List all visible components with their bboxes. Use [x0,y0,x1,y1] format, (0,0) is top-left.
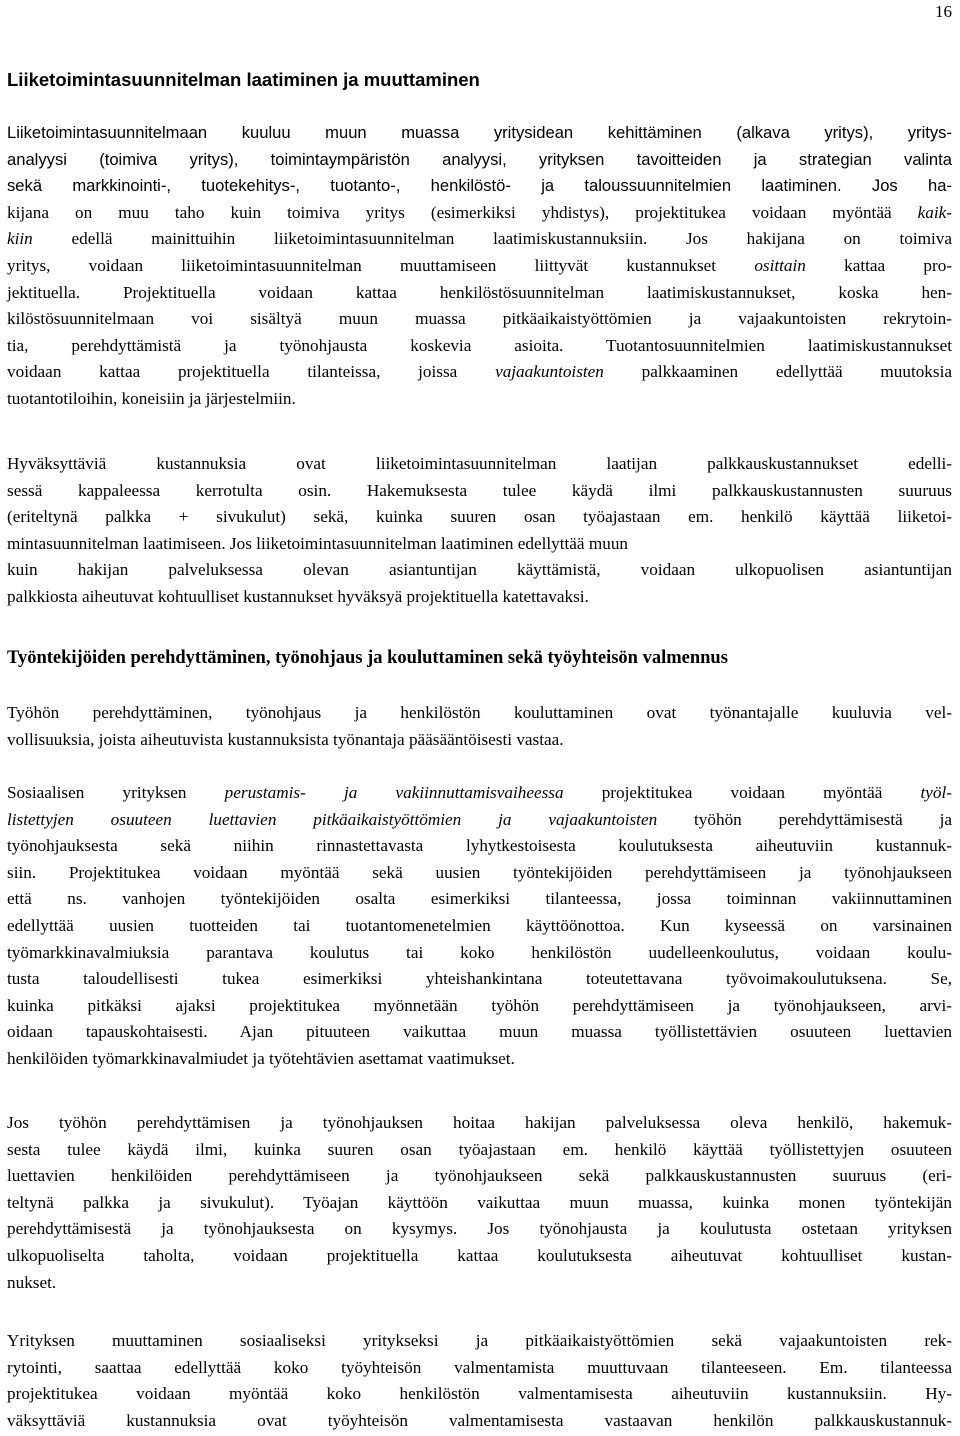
text-line: työnohjauksesta sekä niihin rinnastettavasta lyhytkestoisesta koulutuksesta aiheutuviin kustannuk- [7,836,952,856]
emphasis: työl- [920,783,952,802]
text-line [7,226,952,253]
text-line: työmarkkinavalmiuksia parantava koulutus tai koko henkilöstön uudelleenkoulutus, voidaan koulu- [7,942,952,962]
text-line: oidaan tapauskohtaisesti. Ajan pituuteen vaikuttaa muun muassa työllistettävien osuuteen luettavien [7,1022,952,1042]
text-line: väksyttäviä kustannuksia ovat työyhteisön valmentamisesta vastaavan henkilön palkkauskustannuk- [7,1410,952,1430]
text-line: siin. Projektitukea voidaan myöntää sekä uusien työntekijöiden perehdyttämiseen ja työnohjaukseen [7,862,952,882]
paragraph [7,120,952,413]
text-line: edellyttää uusien tuotteiden tai tuotantomenetelmien käyttöönottoa. Kun kyseessä on varsinainen [7,915,952,935]
text-line: Jos työhön perehdyttämisen ja työnohjauksen hoitaa hakijan palveluksessa oleva henkilö, hakemuk- [7,1113,952,1132]
text-line [7,780,952,807]
section-heading-orientation: Työntekijöiden perehdyttäminen, työnohjaus ja kouluttaminen sekä työyhteisön valmennus [7,648,728,668]
text-line [7,253,952,280]
text-line: tusta taloudellisesti tukea esimerkiksi yhteishankintana toteutettavana työvoimakoulutuksena. Se, [7,969,952,989]
text-line: perehdyttämisestä ja työnohjauksesta on kysymys. Jos työnohjausta ja koulutusta ostetaan yrityksen [7,1219,952,1239]
text-line: palkkiosta aiheutuvat kohtuulliset kustannukset hyväksyä projektituella katettavaksi. [7,586,589,606]
text-segment: palkkaaminen edellyttää muutoksia [603,362,952,382]
paragraph [7,1328,952,1434]
text-line: vollisuuksia, joista aiheutuvista kustannuksista työnantaja pääsääntöisesti vastaa. [7,729,564,749]
text-line: kuinka pitkäksi ajaksi projektitukea myönnetään työhön perehdyttämiseen ja työnohjaukseen, arvi- [7,995,952,1015]
text-line [7,359,952,386]
paragraph [7,1110,952,1296]
paragraph [7,700,952,753]
text-line: (eriteltynä palkka + sivukulut) sekä, kuinka suuren osan työajastaan em. henkilö käyttää liiketoi- [7,507,952,527]
text-line: jektituella. Projektituella voidaan kattaa henkilöstösuunnitelman laatimiskustannukset, koska hen- [7,282,952,302]
text-line: analyysi (toimiva yritys), toimintaympäristön analyysi, yrityksen tavoitteiden ja strategian valinta [7,149,952,169]
text-line: Liiketoimintasuunnitelmaan kuuluu muun muassa yritysidean kehittäminen (alkava yritys), yritys- [7,123,952,142]
text-line: luettavien henkilöiden perehdyttämiseen ja työnohjaukseen sekä palkkauskustannusten suuruus (eri- [7,1166,952,1186]
text-line: kilöstösuunnitelmaan voi sisältyä muun muassa pitkäaikaistyöttömien ja vajaakuntoisten rekrytoin- [7,309,952,329]
emphasis: kaik- [917,202,952,222]
emphasis: kiin [7,229,33,249]
text-segment: voidaan kattaa projektituella tilanteissa, joissa [7,362,458,382]
text-segment: sekä markkinointi-, tuotekehitys-, tuotanto-, henkilöstö- ja taloussuunnitelmien laatiminen. Jos ha- [7,176,952,196]
text-segment: Sosiaalisen yrityksen [7,783,187,802]
text-line [7,173,952,200]
text-line: teltynä palkka ja sivukulut). Työajan käyttöön vaikuttaa muun muassa, kuinka monen työntekijän [7,1192,952,1212]
text-line: kuin hakijan palveluksessa olevan asiantuntijan käyttämistä, voidaan ulkopuolisen asiantuntijan [7,560,952,580]
text-segment: kijana on muu taho kuin toimiva yritys (esimerkiksi yhdistys), projektitukea voidaan myöntää [7,202,892,222]
text-line: projektitukea voidaan myöntää koko henkilöstön valmentamisesta aiheutuviin kustannuksiin. Hy- [7,1384,952,1404]
text-line: sessä kappaleessa kerrotulta osin. Hakemuksesta tulee käydä ilmi palkkauskustannusten suuruus [7,480,952,500]
text-segment: kattaa pro- [805,255,953,275]
text-line: Työhön perehdyttäminen, työnohjaus ja henkilöstön kouluttaminen ovat työnantajalle kuuluvia vel- [7,703,952,722]
text-line: mintasuunnitelman laatimiseen. Jos liiketoimintasuunnitelman laatiminen edellyttää muun [7,533,629,553]
section-heading-business-plan: Liiketoimintasuunnitelman laatiminen ja muuttaminen [7,69,480,90]
emphasis: listettyjen osuuteen luettavien pitkäaikaistyöttömien ja vajaakuntoisten [7,809,658,829]
text-line: tia, perehdyttämistä ja työnohjausta koskevia asioita. Tuotantosuunnitelmien laatimiskustannukset [7,335,952,355]
text-line: ulkopuoliselta taholta, voidaan projektituella kattaa koulutuksesta aiheutuvat kohtuulliset kustan- [7,1245,952,1265]
text-line: Yrityksen muuttaminen sosiaaliseksi yritykseksi ja pitkäaikaistyöttömien sekä vajaakuntoisten rek- [7,1331,952,1350]
text-line: että ns. vanhojen työntekijöiden osalta esimerkiksi tilanteessa, jossa toiminnan vakiinnuttaminen [7,889,952,909]
emphasis: osittain [754,255,806,275]
text-segment: edellä mainittuihin liiketoimintasuunnitelman laatimiskustannuksiin. Jos hakijana on toimiva [32,229,952,249]
text-segment: projektitukea voidaan myöntää [563,783,883,802]
text-line: nukset. [7,1272,57,1292]
text-line [7,200,952,227]
text-segment: työhön perehdyttämisestä ja [657,809,952,829]
page-number: 16 [935,2,952,21]
text-segment: yritys, voidaan liiketoimintasuunnitelman muuttamiseen liittyvät kustannukset [7,255,717,275]
paragraph [7,451,952,611]
text-line: henkilöiden työmarkkinavalmiudet ja työtehtävien asettamat vaatimukset. [7,1048,515,1068]
text-line: sesta tulee käydä ilmi, kuinka suuren osan työajastaan em. henkilö käyttää työllistettyjen osuuteen [7,1139,952,1159]
emphasis: vajaakuntoisten [495,362,604,382]
text-line: tuotantotiloihin, koneisiin ja järjestelmiin. [7,388,296,408]
text-line: Hyväksyttäviä kustannuksia ovat liiketoimintasuunnitelman laatijan palkkauskustannukset edelli- [7,454,952,473]
emphasis: perustamis- ja vakiinnuttamisvaiheessa [224,783,564,802]
paragraph [7,780,952,1073]
text-line: rytointi, saattaa edellyttää koko työyhteisön valmentamista muuttuvaan tilanteeseen. Em. tilanteessa [7,1357,952,1377]
text-line [7,807,952,834]
